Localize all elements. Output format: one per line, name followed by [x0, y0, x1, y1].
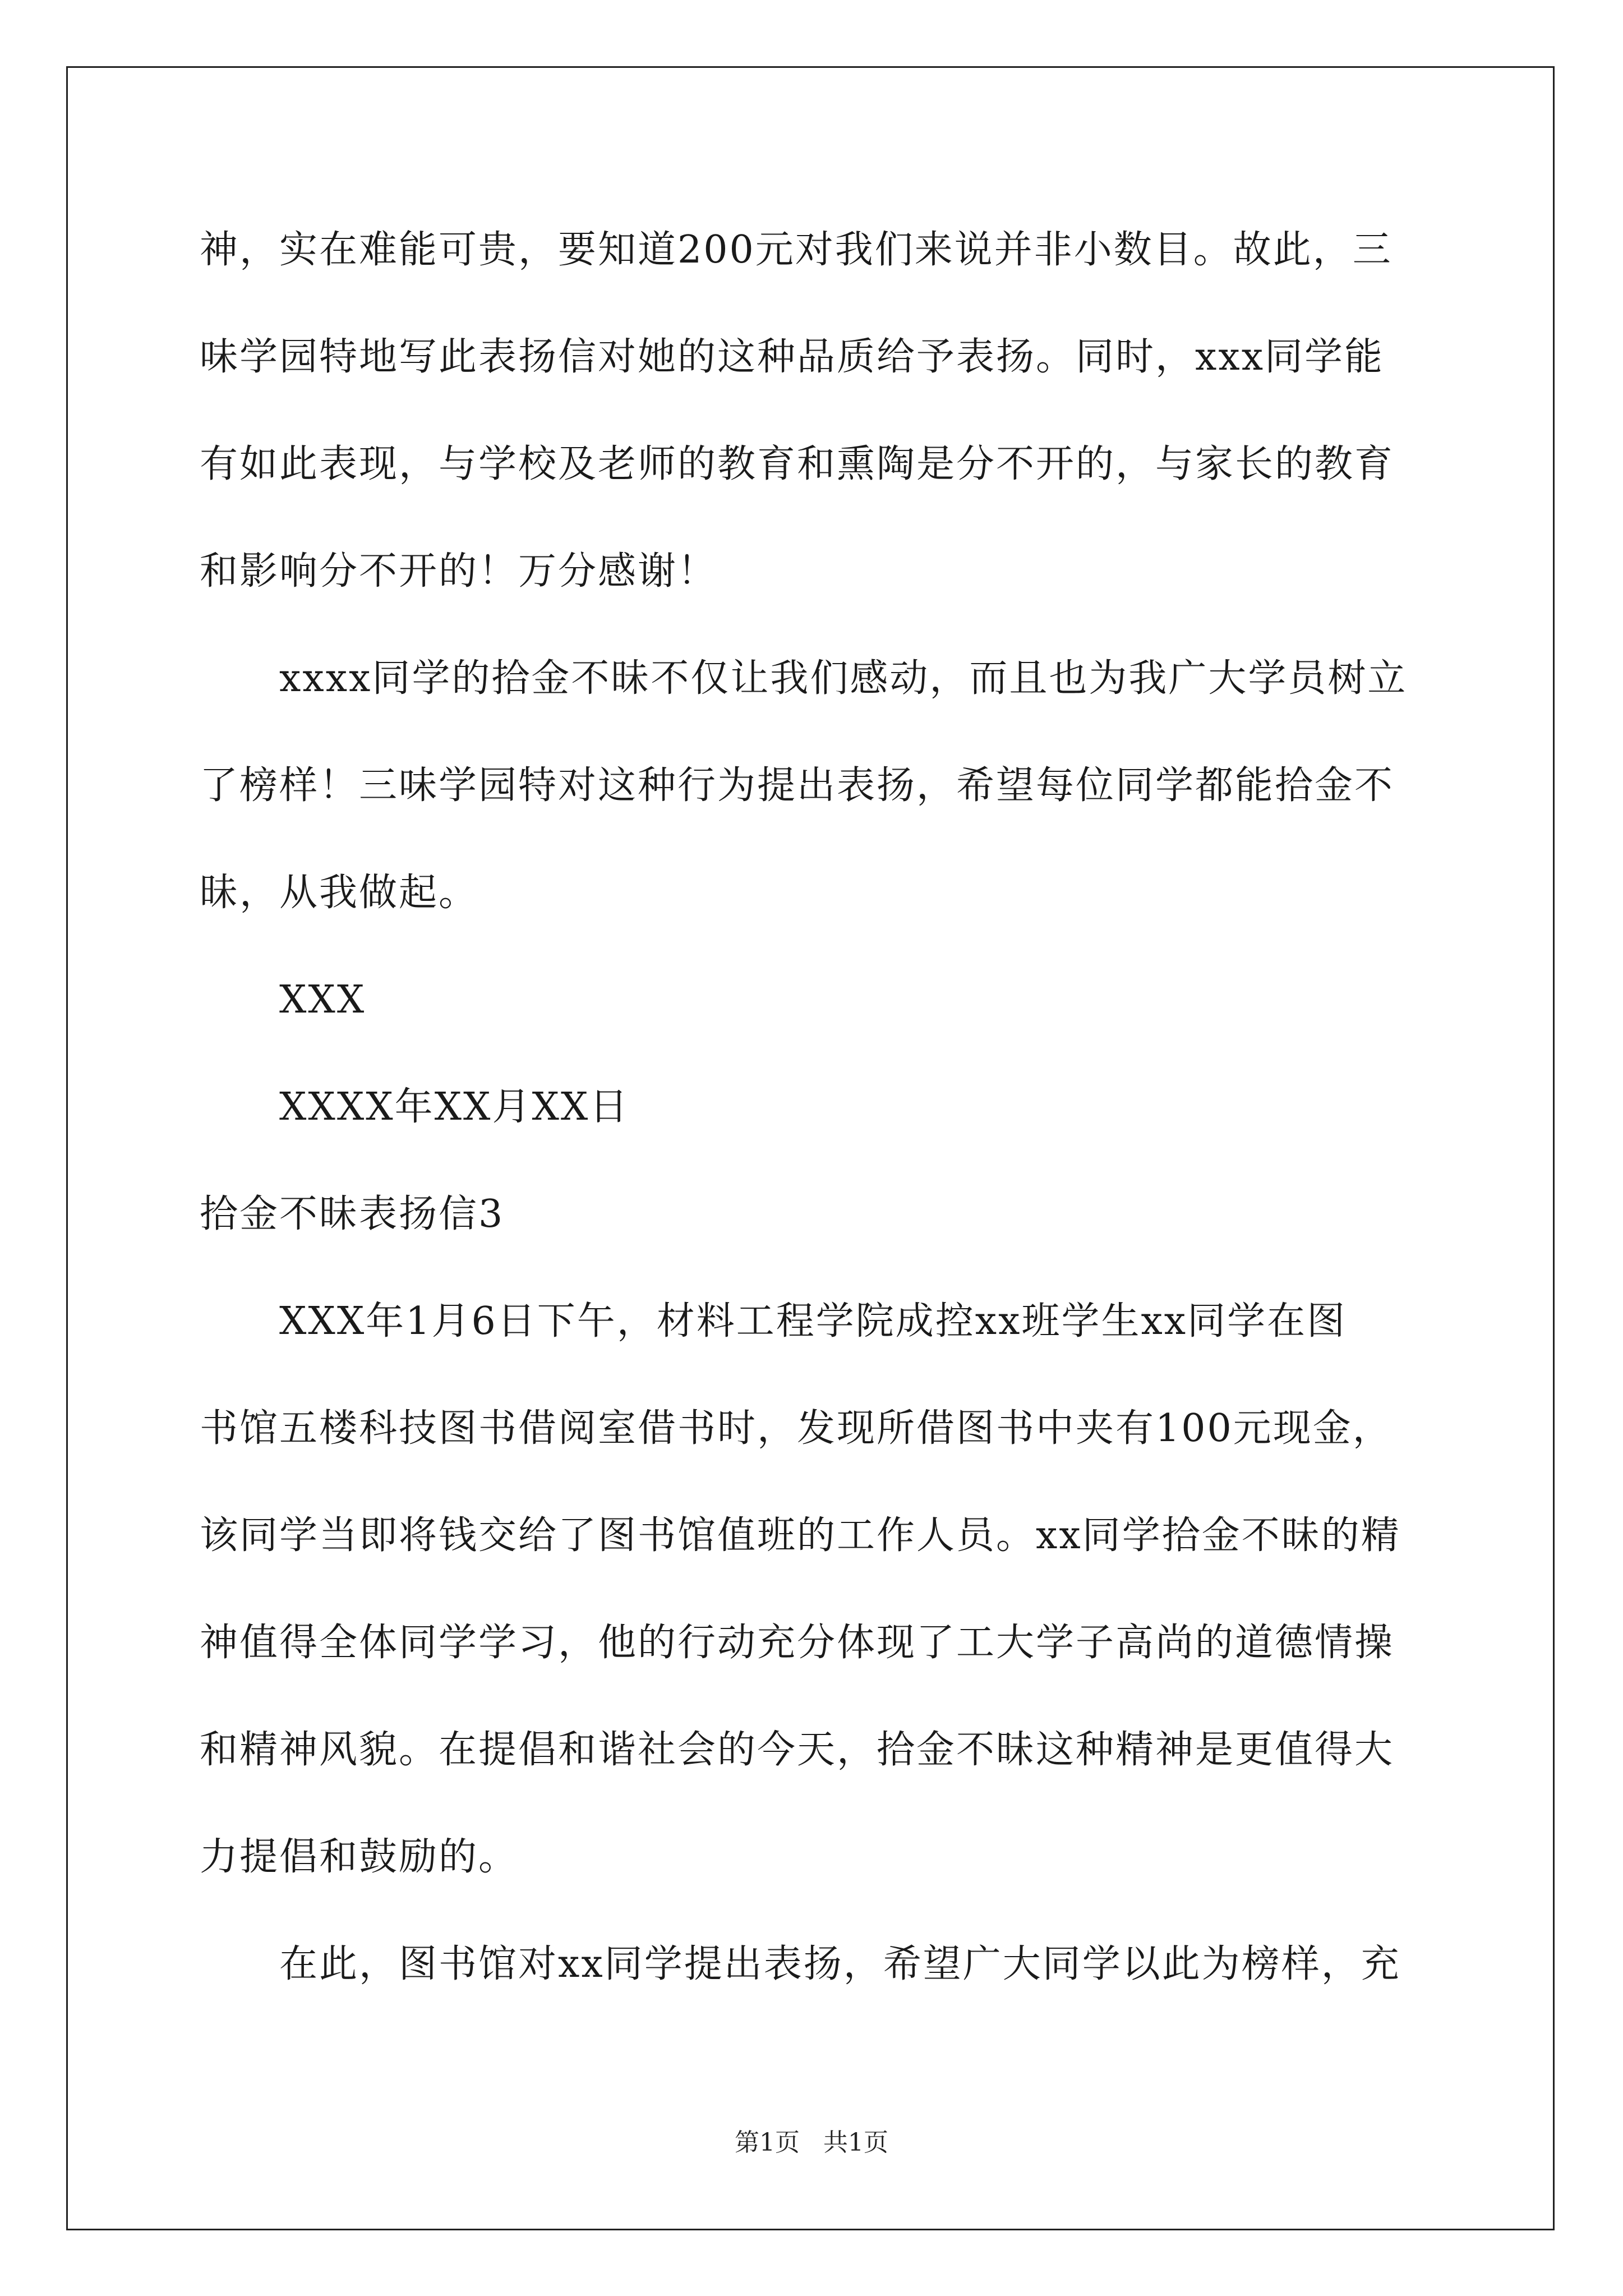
body-text-line: 了榜样！三味学园特对这种行为提出表扬，希望每位同学都能拾金不 — [200, 763, 1395, 808]
signature-date: XXXX年XX月XX日 — [279, 1085, 630, 1129]
body-text-line: 有如此表现，与学校及老师的教育和熏陶是分不开的，与家长的教育 — [200, 442, 1395, 486]
body-text-line: 该同学当即将钱交给了图书馆值班的工作人员。xx同学拾金不昧的精 — [200, 1513, 1401, 1558]
body-text-line: 味学园特地写此表扬信对她的这种品质给予表扬。同时，xxx同学能 — [200, 335, 1385, 379]
page-number-footer: 第1页 共1页 — [735, 2128, 888, 2157]
body-text-line: 书馆五楼科技图书借阅室借书时，发现所借图书中夹有100元现金， — [200, 1406, 1393, 1451]
body-text-line: xxxx同学的拾金不昧不仅让我们感动，而且也为我广大学员树立 — [279, 656, 1408, 701]
signature-name: XXX — [279, 978, 366, 1022]
section-heading: 拾金不昧表扬信3 — [200, 1192, 505, 1236]
body-text-line: 神，实在难能可贵，要知道200元对我们来说并非小数目。故此，三 — [200, 228, 1393, 272]
body-text-line: XXX年1月6日下午，材料工程学院成控xx班学生xx同学在图 — [279, 1299, 1347, 1343]
body-text-line: 和精神风貌。在提倡和谐社会的今天，拾金不昧这种精神是更值得大 — [200, 1728, 1395, 1772]
body-text-line: 昧，从我做起。 — [200, 871, 479, 915]
document-body — [200, 196, 1431, 2018]
body-text-line: 神值得全体同学学习，他的行动充分体现了工大学子高尚的道德情操 — [200, 1621, 1395, 1665]
body-text-line: 和影响分不开的！万分感谢！ — [200, 549, 718, 593]
body-text-line: 力提倡和鼓励的。 — [200, 1835, 519, 1879]
body-text-line: 在此，图书馆对xx同学提出表扬，希望广大同学以此为榜样，充 — [279, 1942, 1401, 1986]
